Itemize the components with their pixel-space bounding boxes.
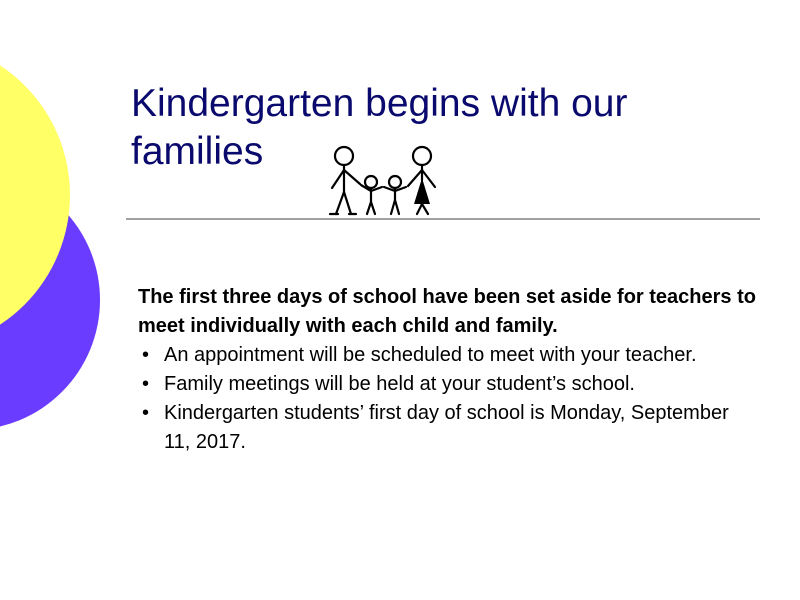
bullet-icon: • xyxy=(142,402,150,424)
list-item xyxy=(138,399,758,457)
title-line-1: Kindergarten begins with our xyxy=(131,82,628,125)
child-left-figure xyxy=(361,176,382,214)
title-divider xyxy=(126,218,760,220)
bullet-icon: • xyxy=(142,344,150,366)
intro-paragraph: The first three days of school have been set aside for teachers to meet individually with each child and family. xyxy=(138,286,756,337)
slide-body xyxy=(138,283,758,457)
parent-left-figure xyxy=(330,147,360,214)
bullet-list xyxy=(138,341,758,457)
bullet-icon: • xyxy=(142,373,150,395)
title-line-2: families xyxy=(131,130,264,173)
bullet-text: Kindergarten students’ first day of school is Monday, September 11, 2017. xyxy=(164,402,729,453)
child-right-figure xyxy=(384,176,406,214)
list-item xyxy=(138,370,758,399)
bullet-text: Family meetings will be held at your student’s school. xyxy=(164,373,635,395)
bullet-text: An appointment will be scheduled to meet with your teacher. xyxy=(164,344,697,366)
stick-figure-family-icon xyxy=(318,140,448,218)
parent-dress-shape xyxy=(414,178,430,204)
list-item xyxy=(138,341,758,370)
